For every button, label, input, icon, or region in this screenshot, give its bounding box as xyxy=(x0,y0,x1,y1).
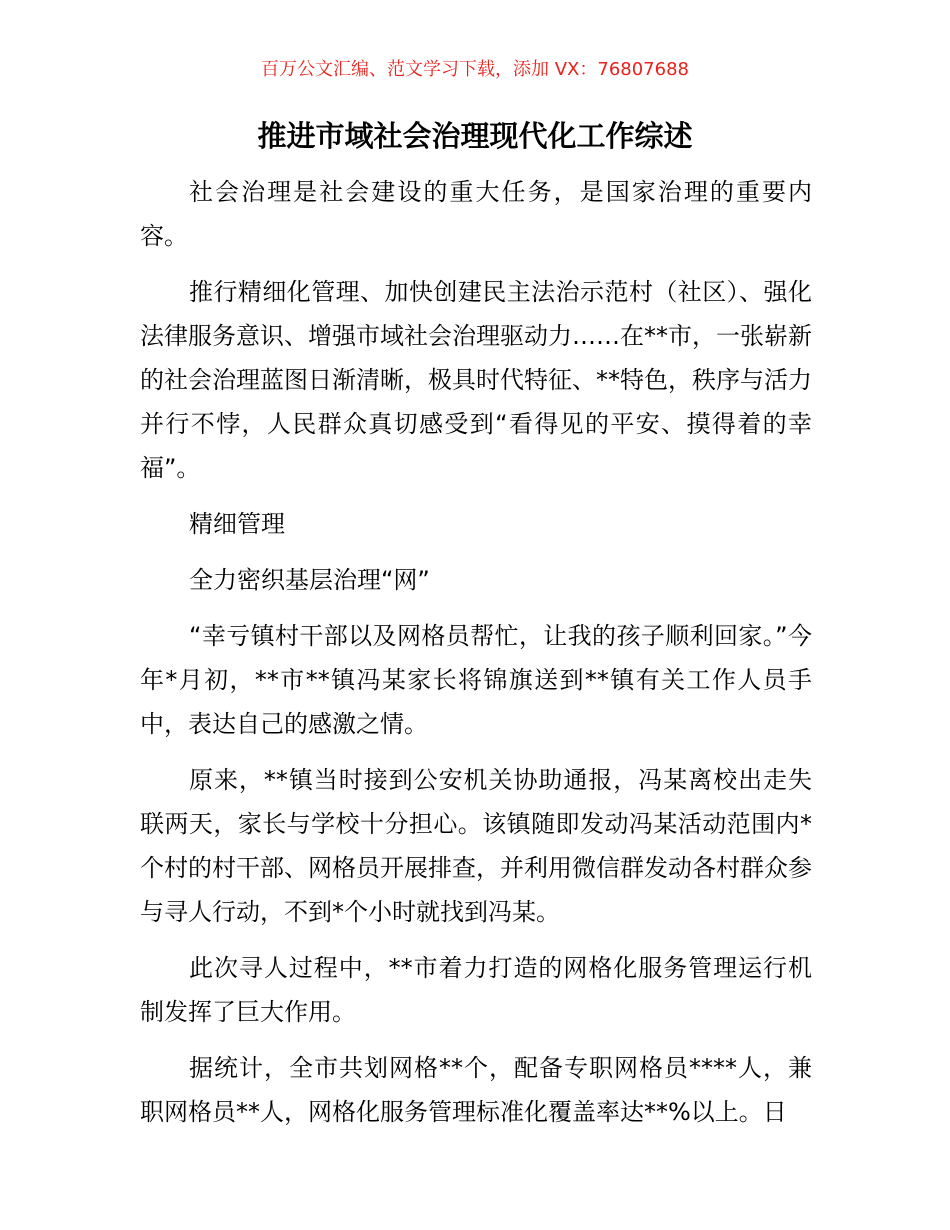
paragraph-statistics: 据统计，全市共划网格**个，配备专职网格员****人，兼职网格员**人，网格化服务管理标准化覆盖率达**%以上。日 xyxy=(140,1054,812,1126)
section-heading: 精细管理 xyxy=(189,510,285,538)
paragraph-overview: 推行精细化管理、加快创建民主法治示范村（社区）、强化法律服务意识、增强市域社会治理驱动力……在**市，一张崭新的社会治理蓝图日渐清晰，极具时代特征、**特色，秩序与活力并行不悖，人民群众真切感受到“看得见的平安、摸得着的幸福”。 xyxy=(140,278,812,482)
section-subheading: 全力密织基层治理“网” xyxy=(189,566,430,594)
document-body xyxy=(140,170,812,1146)
paragraph-quote: “幸亏镇村干部以及网格员帮忙，让我的孩子顺利回家。”今年*月初，**市**镇冯某家长将锦旗送到**镇有关工作人员手中，表达自己的感激之情。 xyxy=(140,622,812,738)
promo-banner: 百万公文汇编、范文学习下载，添加 VX：76807688 xyxy=(261,59,689,80)
paragraph-story: 原来，**镇当时接到公安机关协助通报，冯某离校出走失联两天，家长与学校十分担心。该镇随即发动冯某活动范围内*个村的村干部、网格员开展排查，并利用微信群发动各村群众参与寻人行动，不到*个小时就找到冯某。 xyxy=(140,766,812,926)
paragraph-intro: 社会治理是社会建设的重大任务，是国家治理的重要内容。 xyxy=(140,178,812,250)
paragraph-mechanism: 此次寻人过程中，**市着力打造的网格化服务管理运行机制发挥了巨大作用。 xyxy=(140,954,812,1026)
document-title: 推进市域社会治理现代化工作综述 xyxy=(257,119,693,153)
